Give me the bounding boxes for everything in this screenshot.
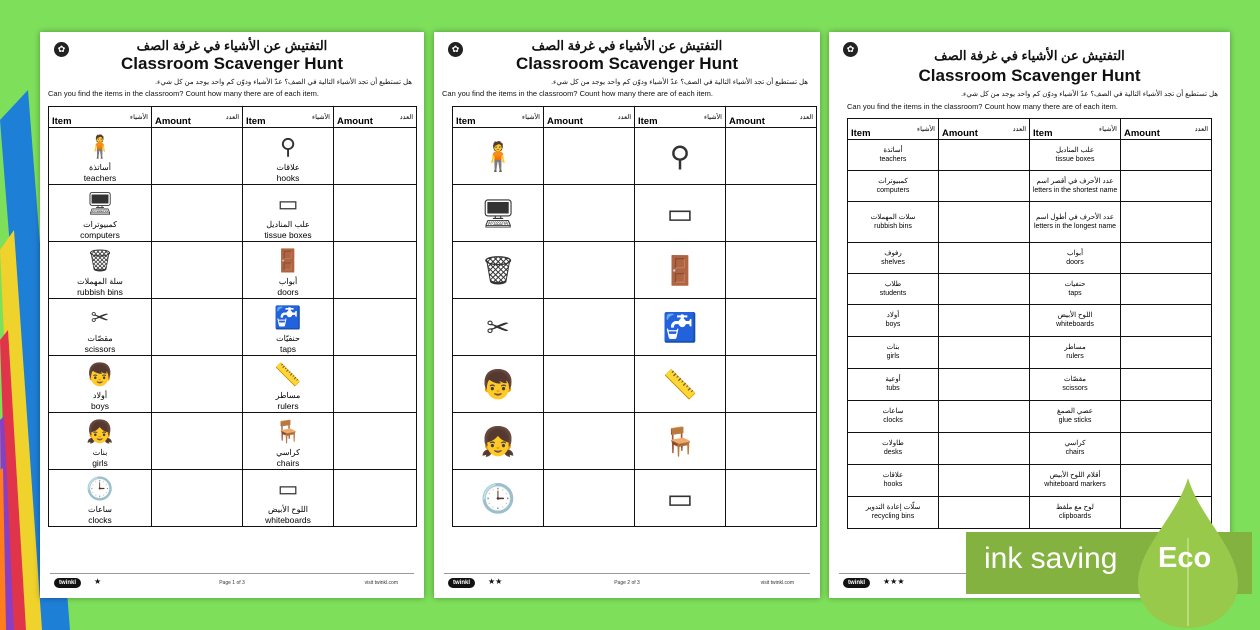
page-footer — [50, 573, 414, 592]
amount-cell[interactable] — [939, 497, 1030, 529]
item-label-arabic: علب المناديل — [266, 220, 310, 229]
instruction-arabic: هل تستطيع أن تجد الأشياء التالية في الصف؟ عدّ الأشياء ودوّن كم واحد يوجد من كل شيء. — [155, 79, 412, 86]
ruler-icon: 📏 — [662, 369, 698, 400]
item-label-arabic: سلة المهملات — [77, 277, 123, 286]
item-label-arabic: عدد الأحرف في أطول اسم — [1036, 213, 1114, 221]
title-arabic: التفتيش عن الأشياء في غرفة الصف — [136, 38, 328, 53]
item-label-arabic: أساتذة — [89, 163, 111, 172]
item-label-english: boys — [885, 321, 901, 328]
item-label-english: clocks — [88, 515, 112, 525]
computer-icon: 🖥 — [480, 198, 516, 229]
item-label-english: teachers — [879, 155, 907, 163]
teachers-icon: 🧍 — [86, 134, 114, 159]
item-label-arabic: مساطر — [275, 391, 301, 400]
item-label-english: students — [879, 289, 907, 297]
difficulty-stars: ★ — [94, 577, 102, 586]
item-cell — [453, 185, 544, 242]
header-item: Item الأشياء — [49, 107, 152, 128]
item-label-english: chairs — [1065, 449, 1085, 456]
table-row — [453, 128, 817, 185]
amount-cell[interactable] — [939, 369, 1030, 401]
item-label-arabic: كراسي — [276, 448, 300, 457]
amount-cell[interactable] — [544, 299, 635, 356]
item-cell — [1030, 202, 1121, 243]
item-label-arabic: كمبيوترات — [878, 177, 908, 185]
item-cell — [848, 369, 939, 401]
item-cell — [49, 470, 152, 527]
item-label-english: doors — [277, 287, 299, 297]
amount-cell[interactable] — [726, 185, 817, 242]
item-cell — [1030, 274, 1121, 305]
twinkl-logo: twinkl — [843, 578, 870, 588]
item-label-arabic: اللوح الأبيض — [1057, 312, 1093, 319]
item-cell — [848, 305, 939, 337]
item-label-english: rubbish bins — [874, 222, 912, 230]
computer-icon: 🖥 — [86, 191, 114, 216]
item-label-english: letters in the shortest name — [1032, 186, 1118, 194]
item-cell — [243, 242, 334, 299]
instruction-english: Can you find the items in the classroom? Count how many there are of each item. — [48, 89, 319, 98]
amount-cell[interactable] — [939, 465, 1030, 497]
page-number: Page 2 of 3 — [614, 580, 640, 586]
item-label-arabic: لوح مع ملقط — [1056, 504, 1094, 511]
item-label-english: recycling bins — [871, 513, 915, 520]
item-cell — [635, 185, 726, 242]
item-label-arabic: بنات — [886, 344, 900, 351]
twinkl-logo: twinkl — [448, 578, 475, 588]
item-cell — [848, 274, 939, 305]
item-cell — [243, 299, 334, 356]
table-row — [848, 337, 1212, 369]
item-label-english: glue sticks — [1058, 417, 1092, 424]
item-label-arabic: أولاد — [92, 391, 108, 400]
item-cell — [848, 497, 939, 529]
table-row — [848, 243, 1212, 274]
header-item: Item الأشياء — [453, 107, 544, 128]
amount-cell[interactable] — [544, 185, 635, 242]
item-cell — [848, 433, 939, 465]
item-cell — [635, 299, 726, 356]
amount-cell[interactable] — [334, 128, 417, 185]
item-cell — [243, 413, 334, 470]
item-label-english: tissue boxes — [264, 230, 312, 240]
chair-icon: 🪑 — [662, 426, 698, 457]
visit-link[interactable]: visit twinkl.com — [760, 580, 794, 586]
amount-cell[interactable] — [152, 413, 243, 470]
amount-cell[interactable] — [939, 433, 1030, 465]
item-label-english: shelves — [881, 258, 905, 266]
table-row — [848, 369, 1212, 401]
table-row — [848, 202, 1212, 243]
amount-cell[interactable] — [152, 299, 243, 356]
item-label-english: doors — [1066, 258, 1084, 266]
header-item: Item الأشياء — [1030, 119, 1121, 140]
item-label-english: whiteboards — [1056, 321, 1094, 328]
girls-icon: 👧 — [480, 426, 516, 457]
item-label-arabic: مساطر — [1064, 344, 1086, 351]
item-label-english: letters in the longest name — [1033, 222, 1117, 230]
table-row — [49, 128, 417, 185]
title-arabic: التفتيش عن الأشياء في غرفة الصف — [531, 38, 723, 53]
scissors-icon: ✂ — [90, 305, 110, 330]
item-cell — [1030, 369, 1121, 401]
item-label-english: hooks — [883, 481, 903, 488]
item-cell — [49, 299, 152, 356]
item-label-english: clipboards — [1059, 513, 1091, 520]
item-cell — [1030, 433, 1121, 465]
item-label-english: rubbish bins — [77, 287, 123, 297]
item-label-english: hooks — [276, 173, 300, 183]
title-english: Classroom Scavenger Hunt — [120, 54, 343, 73]
clock-icon: 🕒 — [86, 476, 114, 501]
item-label-arabic: أبواب — [278, 277, 298, 286]
item-label-arabic: علاقات — [882, 472, 904, 479]
amount-cell[interactable] — [939, 305, 1030, 337]
amount-cell[interactable] — [939, 243, 1030, 274]
item-cell — [635, 470, 726, 527]
item-cell — [635, 128, 726, 185]
item-cell — [453, 356, 544, 413]
page-number: Page 1 of 3 — [219, 580, 245, 586]
item-label-arabic: سلات المهملات — [870, 213, 916, 221]
scavenger-table — [48, 106, 417, 527]
header-amount: Amount العدد — [544, 107, 635, 128]
tissue-box-icon: ▭ — [666, 198, 694, 229]
amount-cell[interactable] — [544, 356, 635, 413]
table-row — [453, 242, 817, 299]
amount-cell[interactable] — [1121, 140, 1212, 171]
table-row — [453, 299, 817, 356]
amount-cell[interactable] — [939, 274, 1030, 305]
bin-icon: 🗑 — [86, 248, 114, 273]
item-label-arabic: علاقات — [276, 163, 300, 172]
bin-icon: 🗑 — [480, 255, 516, 286]
header-item: Item الأشياء — [848, 119, 939, 140]
hooks-icon: ⚲ — [279, 134, 297, 159]
item-cell — [1030, 497, 1121, 529]
item-label-arabic: عصي الصمغ — [1057, 408, 1093, 415]
item-cell — [453, 470, 544, 527]
item-cell — [635, 356, 726, 413]
item-label-arabic: أبواب — [1066, 249, 1084, 257]
item-label-english: girls — [886, 353, 900, 360]
table-row — [49, 299, 417, 356]
amount-cell[interactable] — [334, 356, 417, 413]
amount-cell[interactable] — [152, 242, 243, 299]
item-cell — [1030, 140, 1121, 171]
item-label-arabic: حنفيات — [1064, 280, 1086, 288]
item-cell — [49, 242, 152, 299]
item-cell — [453, 242, 544, 299]
eco-label: Eco — [1158, 542, 1212, 574]
header-item: Item الأشياء — [635, 107, 726, 128]
amount-cell[interactable] — [1121, 274, 1212, 305]
worksheet-page-1 — [40, 32, 424, 598]
page-footer — [444, 573, 810, 592]
item-label-arabic: رفوف — [884, 249, 902, 257]
scissors-icon: ✂ — [486, 312, 510, 343]
title-english: Classroom Scavenger Hunt — [918, 66, 1141, 85]
item-label-arabic: أساتذة — [883, 146, 903, 154]
item-label-english: chairs — [276, 458, 300, 468]
item-cell — [848, 140, 939, 171]
item-cell — [1030, 243, 1121, 274]
header-amount: Amount العدد — [152, 107, 243, 128]
difficulty-stars: ★★★ — [883, 577, 905, 586]
amount-cell[interactable] — [1121, 171, 1212, 202]
item-cell — [848, 337, 939, 369]
door-icon: 🚪 — [662, 255, 698, 286]
amount-cell[interactable] — [726, 470, 817, 527]
amount-cell[interactable] — [152, 470, 243, 527]
item-label-arabic: ساعات — [88, 505, 112, 514]
amount-cell[interactable] — [939, 171, 1030, 202]
table-row — [453, 185, 817, 242]
item-label-english: taps — [1068, 289, 1082, 297]
amount-cell[interactable] — [726, 242, 817, 299]
door-icon: 🚪 — [274, 248, 302, 273]
item-label-english: scissors — [84, 344, 116, 354]
amount-cell[interactable] — [1121, 243, 1212, 274]
item-label-english: tubs — [886, 385, 900, 392]
amount-cell[interactable] — [939, 337, 1030, 369]
amount-cell[interactable] — [726, 128, 817, 185]
twinkl-badge-icon: ✿ — [54, 42, 69, 57]
item-label-arabic: علب المناديل — [1055, 146, 1095, 154]
item-cell — [635, 242, 726, 299]
whiteboard-icon: ▭ — [666, 483, 694, 514]
item-label-arabic: مقصّات — [1063, 376, 1087, 383]
item-label-english: girls — [92, 458, 108, 468]
amount-cell[interactable] — [1121, 369, 1212, 401]
item-cell — [635, 413, 726, 470]
item-label-arabic: كمبيوترات — [83, 220, 117, 229]
item-label-arabic: أقلام اللوح الأبيض — [1049, 472, 1101, 479]
worksheet-page-2 — [434, 32, 820, 598]
table-row — [848, 305, 1212, 337]
table-row — [848, 140, 1212, 171]
item-cell — [49, 356, 152, 413]
title-arabic: التفتيش عن الأشياء في غرفة الصف — [934, 48, 1125, 63]
item-label-english: taps — [279, 344, 297, 354]
table-row — [49, 470, 417, 527]
header-amount: Amount العدد — [334, 107, 417, 128]
amount-cell[interactable] — [334, 242, 417, 299]
amount-cell[interactable] — [334, 299, 417, 356]
instruction-english: Can you find the items in the classroom? Count how many there are of each item. — [847, 102, 1118, 111]
item-label-english: tissue boxes — [1055, 155, 1095, 163]
twinkl-badge-icon: ✿ — [843, 42, 858, 57]
scavenger-table — [452, 106, 817, 527]
table-row — [453, 356, 817, 413]
table-row — [49, 185, 417, 242]
item-label-english: computers — [80, 230, 120, 240]
twinkl-logo: twinkl — [54, 578, 81, 588]
table-row — [453, 413, 817, 470]
amount-cell[interactable] — [1121, 305, 1212, 337]
item-label-english: rulers — [277, 401, 299, 411]
amount-cell[interactable] — [152, 128, 243, 185]
item-cell — [453, 413, 544, 470]
item-label-arabic: أولاد — [886, 312, 900, 319]
amount-cell[interactable] — [726, 413, 817, 470]
amount-cell[interactable] — [939, 401, 1030, 433]
visit-link[interactable]: visit twinkl.com — [364, 580, 398, 586]
item-label-english: whiteboard markers — [1044, 481, 1106, 488]
amount-cell[interactable] — [334, 470, 417, 527]
amount-cell[interactable] — [544, 128, 635, 185]
table-row — [49, 242, 417, 299]
amount-cell[interactable] — [544, 470, 635, 527]
header-item: Item الأشياء — [243, 107, 334, 128]
chair-icon: 🪑 — [274, 419, 302, 444]
amount-cell[interactable] — [726, 356, 817, 413]
item-label-arabic: ساعات — [882, 408, 904, 415]
twinkl-badge-icon: ✿ — [448, 42, 463, 57]
instruction-arabic: هل تستطيع أن تجد الأشياء التالية في الصف؟ عدّ الأشياء ودوّن كم واحد يوجد من كل شيء. — [551, 79, 808, 86]
title-english: Classroom Scavenger Hunt — [515, 54, 738, 73]
instruction-english: Can you find the items in the classroom? Count how many there are of each item. — [442, 89, 713, 98]
item-cell — [453, 128, 544, 185]
amount-cell[interactable] — [544, 242, 635, 299]
header-amount: Amount العدد — [1121, 119, 1212, 140]
item-label-arabic: سلّات إعادة التدوير — [865, 504, 921, 511]
amount-cell[interactable] — [152, 356, 243, 413]
item-label-arabic: بنات — [92, 448, 108, 457]
item-cell — [1030, 171, 1121, 202]
item-label-arabic: طاولات — [882, 440, 904, 447]
amount-cell[interactable] — [334, 413, 417, 470]
item-cell — [49, 128, 152, 185]
item-label-arabic: طلاب — [884, 280, 902, 288]
item-cell — [848, 401, 939, 433]
amount-cell[interactable] — [726, 299, 817, 356]
amount-cell[interactable] — [1121, 337, 1212, 369]
table-row — [848, 274, 1212, 305]
item-cell — [848, 465, 939, 497]
item-cell — [848, 243, 939, 274]
teachers-icon: 🧍 — [480, 141, 516, 172]
instruction-arabic: هل تستطيع أن تجد الأشياء التالية في الصف؟ عدّ الأشياء ودوّن كم واحد يوجد من كل شيء. — [961, 91, 1218, 98]
item-cell — [453, 299, 544, 356]
amount-cell[interactable] — [1121, 433, 1212, 465]
whiteboard-icon: ▭ — [277, 476, 299, 501]
item-label-english: whiteboards — [265, 515, 311, 525]
amount-cell[interactable] — [1121, 401, 1212, 433]
amount-cell[interactable] — [939, 140, 1030, 171]
item-cell — [1030, 465, 1121, 497]
item-label-arabic: حنفيّات — [276, 334, 300, 343]
tap-icon: 🚰 — [274, 305, 302, 330]
item-label-english: scissors — [1062, 385, 1088, 392]
header-amount: Amount العدد — [726, 107, 817, 128]
amount-cell[interactable] — [1121, 202, 1212, 243]
girls-icon: 👧 — [86, 419, 114, 444]
hooks-icon: ⚲ — [669, 141, 691, 172]
item-label-english: boys — [91, 401, 109, 411]
tap-icon: 🚰 — [662, 312, 698, 343]
item-cell — [243, 185, 334, 242]
boys-icon: 👦 — [480, 369, 516, 400]
table-row — [848, 433, 1212, 465]
amount-cell[interactable] — [939, 202, 1030, 243]
item-label-english: rulers — [1066, 353, 1084, 360]
item-label-arabic: أوعية — [885, 376, 901, 383]
tissue-box-icon: ▭ — [277, 191, 299, 216]
scavenger-table — [847, 118, 1212, 529]
ruler-icon: 📏 — [274, 362, 302, 387]
ink-saving-label: ink saving — [984, 542, 1118, 575]
difficulty-stars: ★★ — [488, 577, 503, 586]
item-label-english: computers — [876, 186, 910, 194]
item-cell — [1030, 401, 1121, 433]
item-label-english: teachers — [83, 173, 117, 183]
item-cell — [243, 470, 334, 527]
item-cell — [848, 171, 939, 202]
amount-cell[interactable] — [334, 185, 417, 242]
clock-icon: 🕒 — [480, 483, 516, 514]
item-label-arabic: عدد الأحرف في أقصر اسم — [1036, 177, 1114, 185]
item-label-arabic: كراسي — [1064, 440, 1086, 447]
item-cell — [1030, 337, 1121, 369]
item-label-arabic: مقصّات — [87, 334, 113, 343]
item-label-arabic: اللوح الأبيض — [267, 505, 309, 514]
item-cell — [49, 185, 152, 242]
amount-cell[interactable] — [544, 413, 635, 470]
table-row — [49, 413, 417, 470]
header-amount: Amount العدد — [939, 119, 1030, 140]
item-label-english: desks — [883, 449, 903, 456]
item-label-english: clocks — [883, 417, 903, 424]
item-cell — [243, 128, 334, 185]
table-row — [453, 470, 817, 527]
table-row — [848, 171, 1212, 202]
amount-cell[interactable] — [152, 185, 243, 242]
item-cell — [49, 413, 152, 470]
item-cell — [848, 202, 939, 243]
item-cell — [243, 356, 334, 413]
boys-icon: 👦 — [86, 362, 114, 387]
table-row — [848, 401, 1212, 433]
table-row — [49, 356, 417, 413]
item-cell — [1030, 305, 1121, 337]
